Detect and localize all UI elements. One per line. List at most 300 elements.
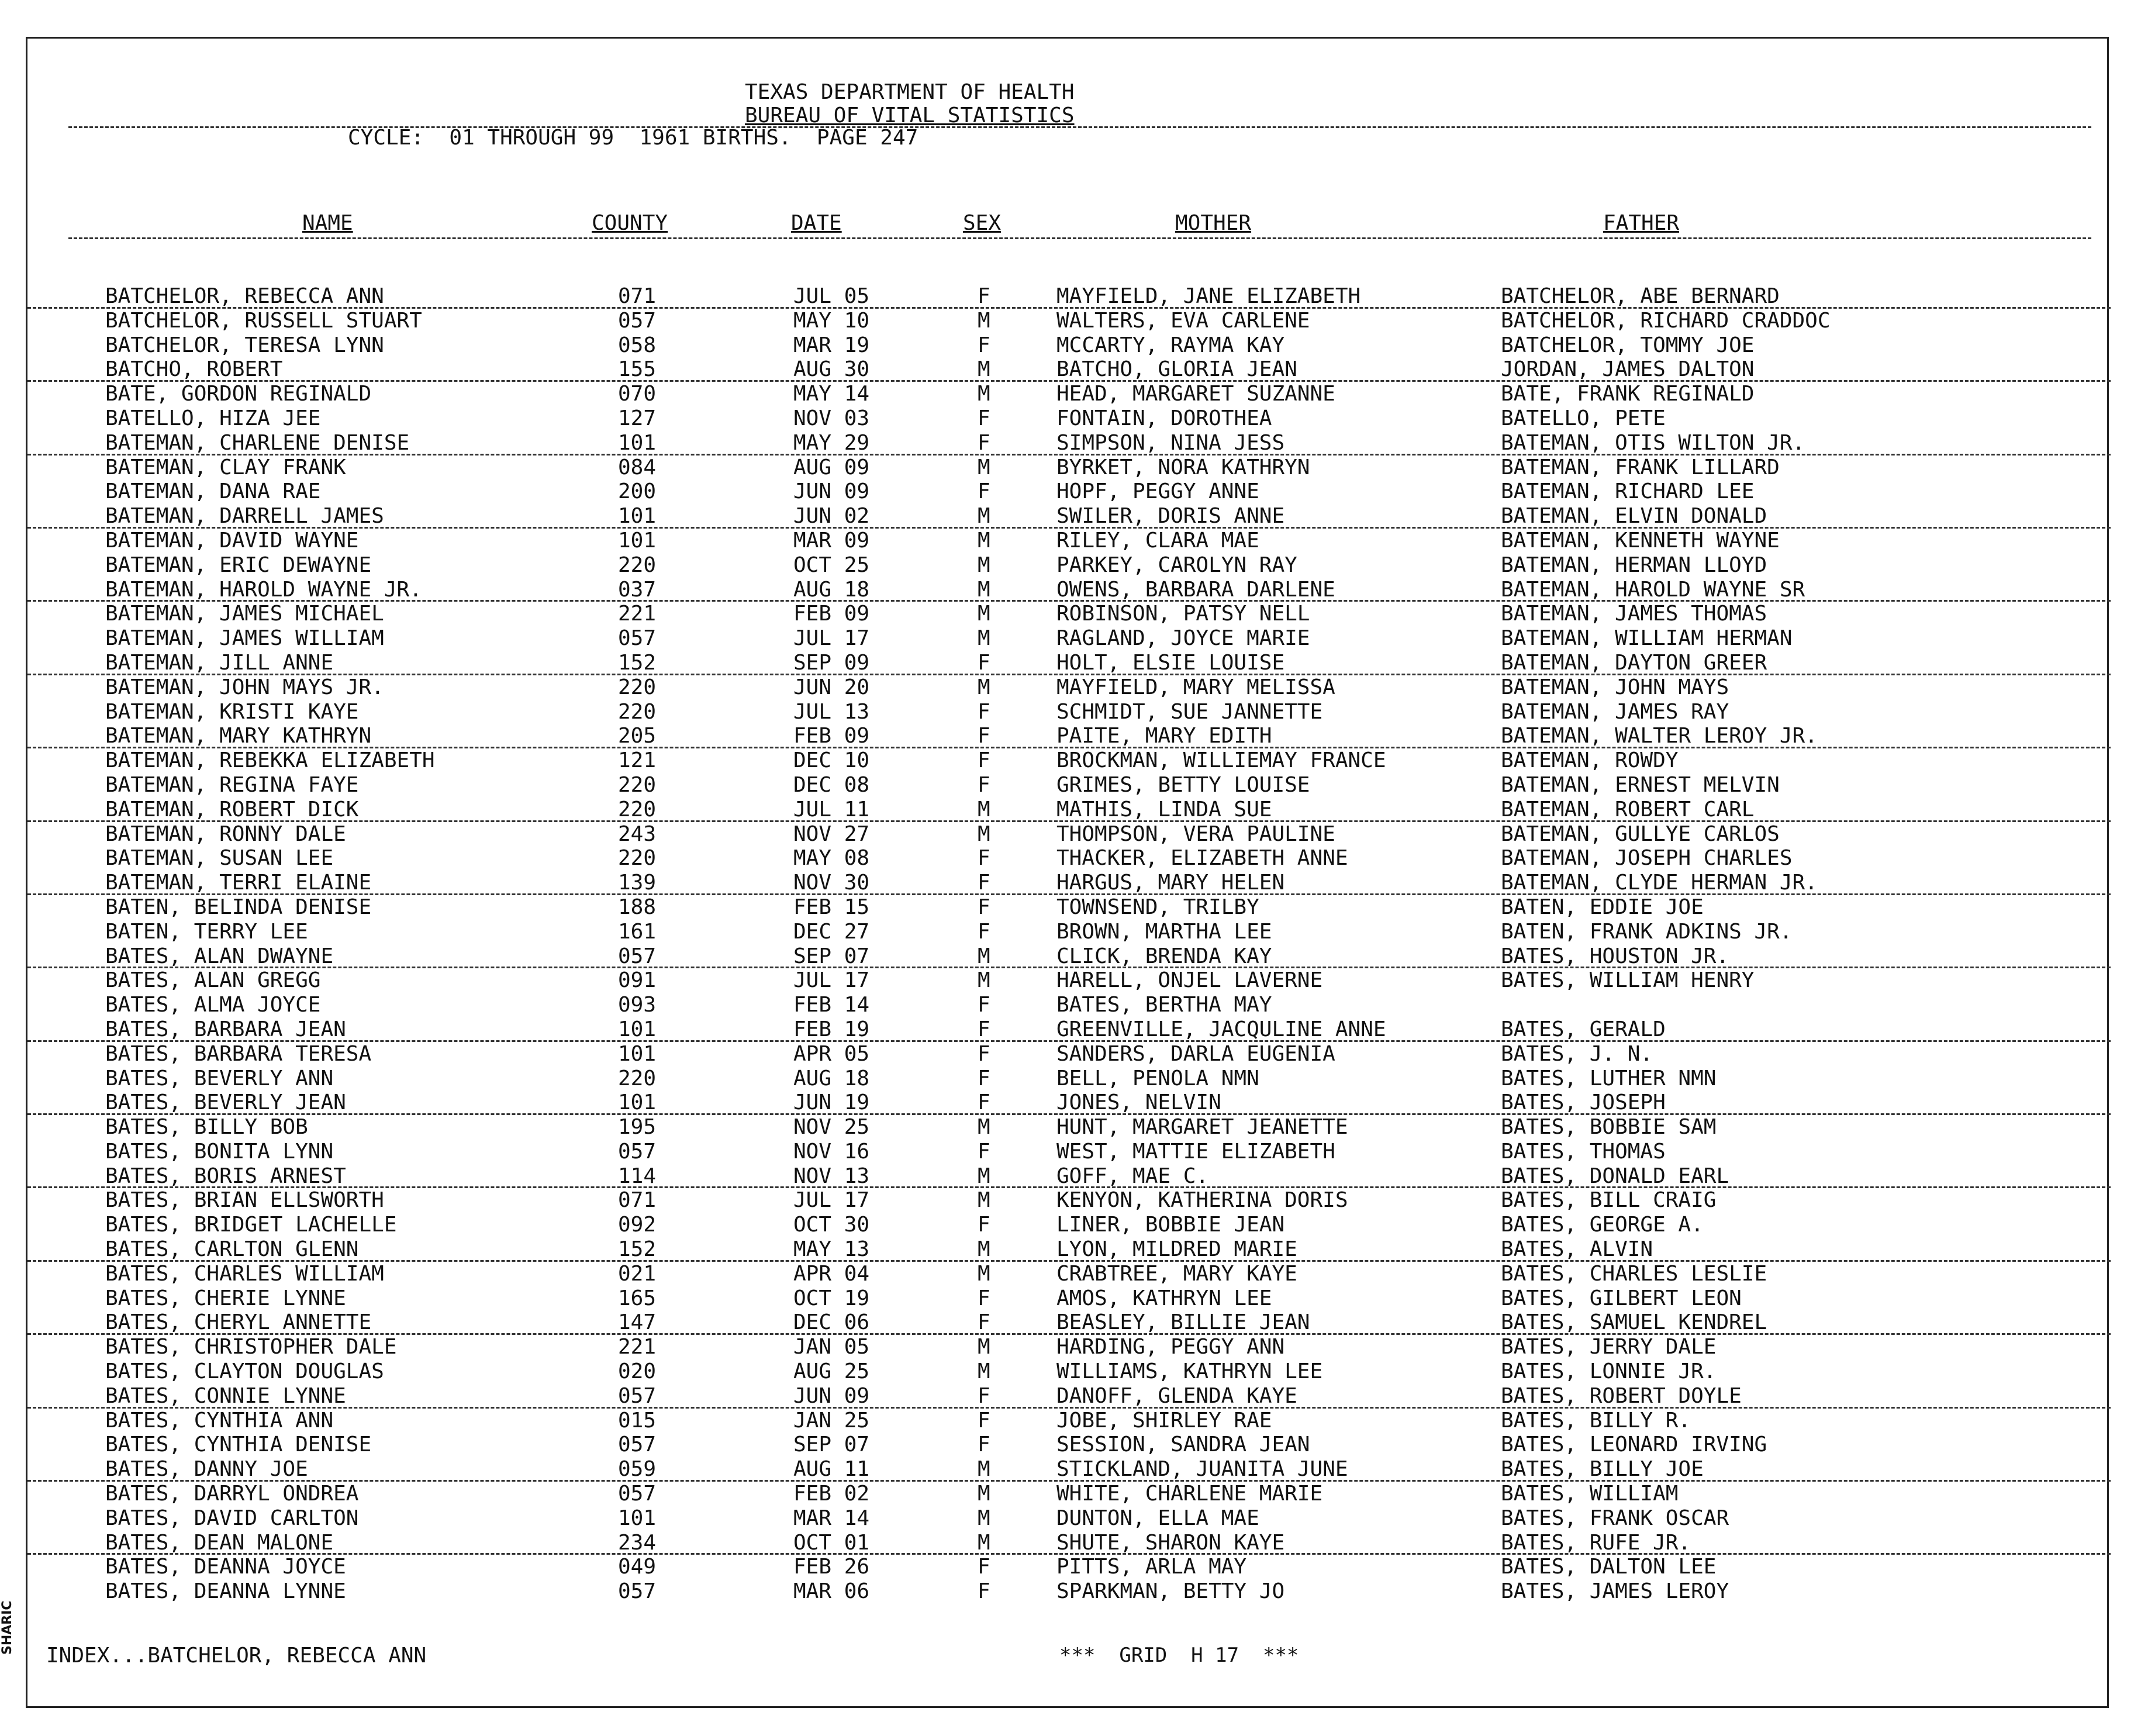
cell-father: BATEMAN, HAROLD WAYNE SR [1501,577,1805,602]
cell-mother: LYON, MILDRED MARIE [1056,1237,1297,1262]
column-header-father: FATHER [1603,211,1680,235]
cell-name: BATEN, BELINDA DENISE [105,895,372,919]
cell-sex: M [978,1188,990,1213]
cell-sex: F [978,1017,990,1041]
cell-name: BATE, GORDON REGINALD [105,382,372,406]
cell-name: BATES, ALMA JOYCE [105,993,321,1017]
table-row [27,944,2111,969]
cell-father: BATEMAN, WALTER LEROY JR. [1501,724,1818,748]
cell-name: BATEMAN, JAMES MICHAEL [105,602,384,626]
cell-father: BATES, BOBBIE SAM [1501,1115,1717,1140]
cell-name: BATEMAN, TERRI ELAINE [105,871,372,895]
cell-name: BATES, BRIDGET LACHELLE [105,1213,397,1237]
cell-county: 147 [618,1310,657,1335]
table-row [27,846,2111,871]
cell-county: 059 [618,1457,657,1482]
cell-sex: M [978,968,990,993]
cell-mother: SANDERS, DARLA EUGENIA [1056,1041,1335,1066]
cell-father: BATES, RUFE JR. [1501,1530,1691,1555]
cell-date: MAY 29 [793,430,870,455]
cell-mother: HARGUS, MARY HELEN [1056,871,1285,895]
cell-county: 220 [618,1066,657,1090]
cell-county: 101 [618,504,657,529]
cell-date: JUL 17 [793,1188,870,1213]
cell-mother: MCCARTY, RAYMA KAY [1056,333,1285,357]
cell-sex: M [978,504,990,529]
cell-mother: PITTS, ARLA MAY [1056,1555,1247,1579]
cell-name: BATES, CHERYL ANNETTE [105,1310,372,1335]
cell-county: 093 [618,993,657,1017]
cell-date: SEP 09 [793,650,870,675]
cell-father: BATES, LUTHER NMN [1501,1066,1717,1090]
cell-father: BATES, J. N. [1501,1041,1653,1066]
cell-county: 057 [618,308,657,333]
cell-name: BATES, BRIAN ELLSWORTH [105,1188,384,1213]
cell-mother: HARELL, ONJEL LAVERNE [1056,968,1323,993]
cell-county: 220 [618,846,657,871]
cell-father: BATES, DONALD EARL [1501,1164,1729,1188]
cell-sex: F [978,748,990,773]
cell-county: 220 [618,675,657,699]
cell-father: BATCHELOR, TOMMY JOE [1501,333,1755,357]
cell-mother: BROWN, MARTHA LEE [1056,919,1272,944]
cell-county: 152 [618,1237,657,1262]
cell-county: 234 [618,1530,657,1555]
cell-county: 071 [618,1188,657,1213]
cell-name: BATEMAN, DANA RAE [105,479,321,504]
cell-date: NOV 30 [793,871,870,895]
cell-mother: THACKER, ELIZABETH ANNE [1056,846,1348,871]
cell-father: BATEN, FRANK ADKINS JR. [1501,919,1793,944]
cell-name: BATCHO, ROBERT [105,357,283,382]
cell-sex: M [978,1164,990,1188]
cell-father: BATEMAN, OTIS WILTON JR. [1501,430,1805,455]
cell-mother: DANOFF, GLENDA KAYE [1056,1383,1297,1408]
cell-date: MAR 19 [793,333,870,357]
cell-county: 091 [618,968,657,993]
cell-county: 070 [618,382,657,406]
cell-name: BATES, CHERIE LYNNE [105,1286,346,1310]
table-row [27,1409,2111,1433]
cell-father: BATEMAN, ROWDY [1501,748,1679,773]
cell-sex: F [978,430,990,455]
cell-sex: F [978,1041,990,1066]
cell-sex: M [978,1261,990,1286]
cell-father: BATEMAN, FRANK LILLARD [1501,455,1780,479]
cell-county: 049 [618,1555,657,1579]
table-row [27,773,2111,798]
cell-father: BATES, GEORGE A. [1501,1213,1704,1237]
table-row [27,993,2111,1017]
cell-date: APR 05 [793,1041,870,1066]
cell-name: BATES, CYNTHIA DENISE [105,1433,372,1457]
cell-mother: MAYFIELD, MARY MELISSA [1056,675,1335,699]
cell-date: NOV 13 [793,1164,870,1188]
cell-county: 195 [618,1115,657,1140]
cell-name: BATES, ALAN DWAYNE [105,944,334,968]
table-row [27,968,2111,993]
cell-date: FEB 02 [793,1482,870,1506]
cell-father: JORDAN, JAMES DALTON [1501,357,1755,382]
cell-mother: PAITE, MARY EDITH [1056,724,1272,748]
column-header-mother: MOTHER [1175,211,1252,235]
cell-father: BATES, BILLY R. [1501,1408,1691,1433]
table-row [27,871,2111,895]
column-header-divider [68,237,2091,239]
cell-father: BATEN, EDDIE JOE [1501,895,1704,919]
cell-date: AUG 25 [793,1359,870,1384]
cell-father: BATEMAN, GULLYE CARLOS [1501,822,1780,846]
cell-father: BATES, JERRY DALE [1501,1335,1717,1359]
cell-mother: BATCHO, GLORIA JEAN [1056,357,1297,382]
cell-father: BATES, ALVIN [1501,1237,1653,1262]
cell-county: 127 [618,406,657,430]
cell-mother: AMOS, KATHRYN LEE [1056,1286,1272,1310]
table-row [27,1237,2111,1262]
column-header-sex: SEX [963,211,1002,235]
table-row [27,1188,2111,1213]
cell-sex: M [978,1115,990,1140]
cell-father: BATCHELOR, ABE BERNARD [1501,284,1780,308]
cell-mother: HOLT, ELSIE LOUISE [1056,650,1285,675]
cell-name: BATEMAN, JILL ANNE [105,650,334,675]
cell-mother: FONTAIN, DOROTHEA [1056,406,1272,430]
cell-mother: BELL, PENOLA NMN [1056,1066,1259,1090]
cell-date: JUN 09 [793,1383,870,1408]
cell-date: DEC 27 [793,919,870,944]
cell-name: BATCHELOR, REBECCA ANN [105,284,384,308]
cell-mother: HEAD, MARGARET SUZANNE [1056,382,1335,406]
cell-sex: M [978,944,990,968]
cell-mother: GOFF, MAE C. [1056,1164,1209,1188]
cell-name: BATEMAN, DAVID WAYNE [105,528,359,553]
side-label: SHARIC [0,1600,15,1655]
cell-sex: M [978,1237,990,1262]
cell-name: BATES, BEVERLY ANN [105,1066,334,1090]
cell-father: BATEMAN, WILLIAM HERMAN [1501,626,1793,651]
table-row [27,1042,2111,1067]
column-header-date: DATE [791,211,842,235]
header-cycle: CYCLE: 01 THROUGH 99 1961 BIRTHS. PAGE 247 [348,126,918,150]
cell-sex: M [978,1530,990,1555]
cell-county: 220 [618,699,657,724]
cell-mother: SWILER, DORIS ANNE [1056,504,1285,529]
cell-mother: OWENS, BARBARA DARLENE [1056,577,1335,602]
cell-date: APR 04 [793,1261,870,1286]
cell-name: BATEMAN, ERIC DEWAYNE [105,553,372,577]
table-row [27,1384,2111,1409]
cell-name: BATEMAN, CHARLENE DENISE [105,430,410,455]
cell-father: BATES, JAMES LEROY [1501,1579,1729,1604]
table-row [27,382,2111,406]
cell-sex: F [978,1408,990,1433]
cell-name: BATEMAN, MARY KATHRYN [105,724,372,748]
cell-father: BATES, DALTON LEE [1501,1555,1717,1579]
cell-date: JUN 20 [793,675,870,699]
cell-name: BATES, ALAN GREGG [105,968,321,993]
cell-sex: M [978,1335,990,1359]
column-header-name: NAME [302,211,353,235]
cell-mother: MATHIS, LINDA SUE [1056,797,1272,822]
cell-father: BATES, WILLIAM [1501,1482,1679,1506]
table-row [27,724,2111,748]
cell-name: BATES, DEANNA JOYCE [105,1555,346,1579]
column-header-county: COUNTY [592,211,668,235]
cell-date: AUG 18 [793,1066,870,1090]
cell-county: 205 [618,724,657,748]
cell-sex: F [978,993,990,1017]
table-row [27,1017,2111,1042]
cell-name: BATEMAN, JAMES WILLIAM [105,626,384,651]
table-row [27,455,2111,480]
cell-mother: RAGLAND, JOYCE MARIE [1056,626,1310,651]
cell-mother: ROBINSON, PATSY NELL [1056,602,1310,626]
table-row [27,1067,2111,1091]
cell-father: BATES, SAMUEL KENDREL [1501,1310,1767,1335]
cell-county: 101 [618,1090,657,1115]
cell-county: 155 [618,357,657,382]
table-row [27,700,2111,724]
cell-father: BATES, HOUSTON JR. [1501,944,1729,968]
cell-date: OCT 19 [793,1286,870,1310]
table-row [27,578,2111,602]
cell-sex: F [978,1555,990,1579]
table-row [27,920,2111,944]
cell-sex: F [978,724,990,748]
header-bureau: BUREAU OF VITAL STATISTICS [745,103,1075,127]
cell-sex: F [978,1213,990,1237]
cell-father: BATELLO, PETE [1501,406,1666,430]
table-row [27,895,2111,920]
cell-name: BATEMAN, HAROLD WAYNE JR. [105,577,422,602]
table-row [27,333,2111,358]
table-row [27,1164,2111,1189]
table-row [27,1555,2111,1579]
table-row [27,529,2111,553]
cell-name: BATES, BARBARA JEAN [105,1017,346,1041]
cell-date: JUN 02 [793,504,870,529]
cell-mother: CLICK, BRENDA KAY [1056,944,1272,968]
cell-mother: TOWNSEND, TRILBY [1056,895,1259,919]
cell-mother: WILLIAMS, KATHRYN LEE [1056,1359,1323,1384]
cell-sex: F [978,406,990,430]
cell-mother: GREENVILLE, JACQULINE ANNE [1056,1017,1386,1041]
table-row [27,553,2111,578]
cell-sex: M [978,1457,990,1482]
cell-name: BATEMAN, SUSAN LEE [105,846,334,871]
cell-date: FEB 19 [793,1017,870,1041]
cell-sex: F [978,846,990,871]
cell-date: MAR 09 [793,528,870,553]
cell-date: AUG 30 [793,357,870,382]
cell-sex: F [978,479,990,504]
cell-father: BATE, FRANK REGINALD [1501,382,1755,406]
cell-father: BATEMAN, ROBERT CARL [1501,797,1755,822]
cell-county: 220 [618,797,657,822]
cell-father: BATES, CHARLES LESLIE [1501,1261,1767,1286]
cell-county: 243 [618,822,657,846]
cell-mother: SCHMIDT, SUE JANNETTE [1056,699,1323,724]
cell-county: 152 [618,650,657,675]
cell-date: OCT 30 [793,1213,870,1237]
cell-date: FEB 26 [793,1555,870,1579]
cell-sex: M [978,626,990,651]
cell-county: 057 [618,626,657,651]
table-row [27,1310,2111,1335]
cell-name: BATES, BONITA LYNN [105,1139,334,1164]
cell-sex: F [978,871,990,895]
cell-sex: M [978,553,990,577]
cell-sex: M [978,308,990,333]
cell-mother: HUNT, MARGARET JEANETTE [1056,1115,1348,1140]
cell-county: 139 [618,871,657,895]
cell-date: FEB 14 [793,993,870,1017]
cell-mother: BROCKMAN, WILLIEMAY FRANCE [1056,748,1386,773]
cell-date: JAN 05 [793,1335,870,1359]
cell-sex: F [978,1579,990,1604]
cell-father: BATES, LEONARD IRVING [1501,1433,1767,1457]
cell-sex: F [978,284,990,308]
cell-father: BATES, THOMAS [1501,1139,1666,1164]
cell-county: 057 [618,1433,657,1457]
cell-county: 221 [618,602,657,626]
cell-date: SEP 07 [793,1433,870,1457]
cell-sex: M [978,528,990,553]
cell-father: BATEMAN, RICHARD LEE [1501,479,1755,504]
cell-sex: M [978,577,990,602]
cell-sex: F [978,1433,990,1457]
cell-mother: HARDING, PEGGY ANN [1056,1335,1285,1359]
cell-sex: M [978,675,990,699]
cell-mother: LINER, BOBBIE JEAN [1056,1213,1285,1237]
cell-date: DEC 10 [793,748,870,773]
cell-date: MAY 14 [793,382,870,406]
cell-mother: WHITE, CHARLENE MARIE [1056,1482,1323,1506]
cell-father: BATES, WILLIAM HENRY [1501,968,1755,993]
cell-name: BATES, CHRISTOPHER DALE [105,1335,397,1359]
cell-date: DEC 06 [793,1310,870,1335]
cell-name: BATEMAN, JOHN MAYS JR. [105,675,384,699]
cell-sex: F [978,1286,990,1310]
cell-sex: F [978,1066,990,1090]
cell-county: 101 [618,1506,657,1530]
cell-county: 114 [618,1164,657,1188]
cell-date: AUG 18 [793,577,870,602]
cell-name: BATES, BEVERLY JEAN [105,1090,346,1115]
cell-date: SEP 07 [793,944,870,968]
cell-date: AUG 09 [793,455,870,479]
cell-name: BATEMAN, RONNY DALE [105,822,346,846]
cell-mother: HOPF, PEGGY ANNE [1056,479,1259,504]
cell-date: NOV 25 [793,1115,870,1140]
table-row [27,1482,2111,1506]
table-row [27,309,2111,333]
cell-name: BATEMAN, CLAY FRANK [105,455,346,479]
cell-sex: M [978,1506,990,1530]
cell-mother: SIMPSON, NINA JESS [1056,430,1285,455]
cell-father: BATES, BILL CRAIG [1501,1188,1717,1213]
cell-name: BATES, BARBARA TERESA [105,1041,372,1066]
cell-sex: M [978,382,990,406]
cell-name: BATES, CLAYTON DOUGLAS [105,1359,384,1384]
cell-name: BATES, DANNY JOE [105,1457,308,1482]
cell-name: BATES, DEANNA LYNNE [105,1579,346,1604]
cell-date: FEB 09 [793,724,870,748]
cell-date: AUG 11 [793,1457,870,1482]
cell-date: JUL 11 [793,797,870,822]
cell-county: 037 [618,577,657,602]
cell-father: BATEMAN, CLYDE HERMAN JR. [1501,871,1818,895]
cell-father: BATES, FRANK OSCAR [1501,1506,1729,1530]
cell-mother: SESSION, SANDRA JEAN [1056,1433,1310,1457]
table-row [27,431,2111,455]
cell-county: 057 [618,944,657,968]
cell-county: 084 [618,455,657,479]
table-row [27,479,2111,504]
cell-county: 057 [618,1579,657,1604]
cell-name: BATES, CARLTON GLENN [105,1237,359,1262]
cell-mother: THOMPSON, VERA PAULINE [1056,822,1335,846]
table-row [27,748,2111,773]
cell-sex: M [978,357,990,382]
cell-county: 101 [618,528,657,553]
cell-date: MAY 08 [793,846,870,871]
cell-name: BATEN, TERRY LEE [105,919,308,944]
cell-father: BATES, ROBERT DOYLE [1501,1383,1742,1408]
table-row [27,1335,2111,1359]
table-row [27,1213,2111,1237]
cell-county: 200 [618,479,657,504]
cell-sex: M [978,822,990,846]
cell-county: 101 [618,1041,657,1066]
cell-name: BATELLO, HIZA JEE [105,406,321,430]
cell-father: BATES, GERALD [1501,1017,1666,1041]
cell-father: BATES, GILBERT LEON [1501,1286,1742,1310]
cell-sex: F [978,1310,990,1335]
cell-father: BATEMAN, ELVIN DONALD [1501,504,1767,529]
cell-date: MAY 10 [793,308,870,333]
table-row [27,504,2111,529]
footer-grid-reference: *** GRID H 17 *** [1059,1644,1299,1667]
cell-mother: GRIMES, BETTY LOUISE [1056,772,1310,797]
cell-mother: SHUTE, SHARON KAYE [1056,1530,1285,1555]
cell-mother: WALTERS, EVA CARLENE [1056,308,1310,333]
cell-father: BATES, BILLY JOE [1501,1457,1704,1482]
cell-mother: BYRKET, NORA KATHRYN [1056,455,1310,479]
table-row [27,651,2111,675]
cell-date: JUL 05 [793,284,870,308]
cell-name: BATEMAN, ROBERT DICK [105,797,359,822]
cell-name: BATEMAN, REBEKKA ELIZABETH [105,748,435,773]
cell-father: BATES, LONNIE JR. [1501,1359,1717,1384]
table-row [27,1457,2111,1482]
cell-mother: BEASLEY, BILLIE JEAN [1056,1310,1310,1335]
cell-date: NOV 03 [793,406,870,430]
cell-mother: RILEY, CLARA MAE [1056,528,1259,553]
cell-county: 071 [618,284,657,308]
cell-sex: M [978,1482,990,1506]
cell-father: BATEMAN, JAMES RAY [1501,699,1729,724]
cell-father: BATEMAN, JOHN MAYS [1501,675,1729,699]
cell-county: 015 [618,1408,657,1433]
cell-name: BATES, DAVID CARLTON [105,1506,359,1530]
cell-name: BATEMAN, REGINA FAYE [105,772,359,797]
cell-father: BATCHELOR, RICHARD CRADDOC [1501,308,1831,333]
cell-date: JUN 09 [793,479,870,504]
cell-county: 020 [618,1359,657,1384]
cell-father: BATEMAN, JOSEPH CHARLES [1501,846,1793,871]
cell-date: JAN 25 [793,1408,870,1433]
